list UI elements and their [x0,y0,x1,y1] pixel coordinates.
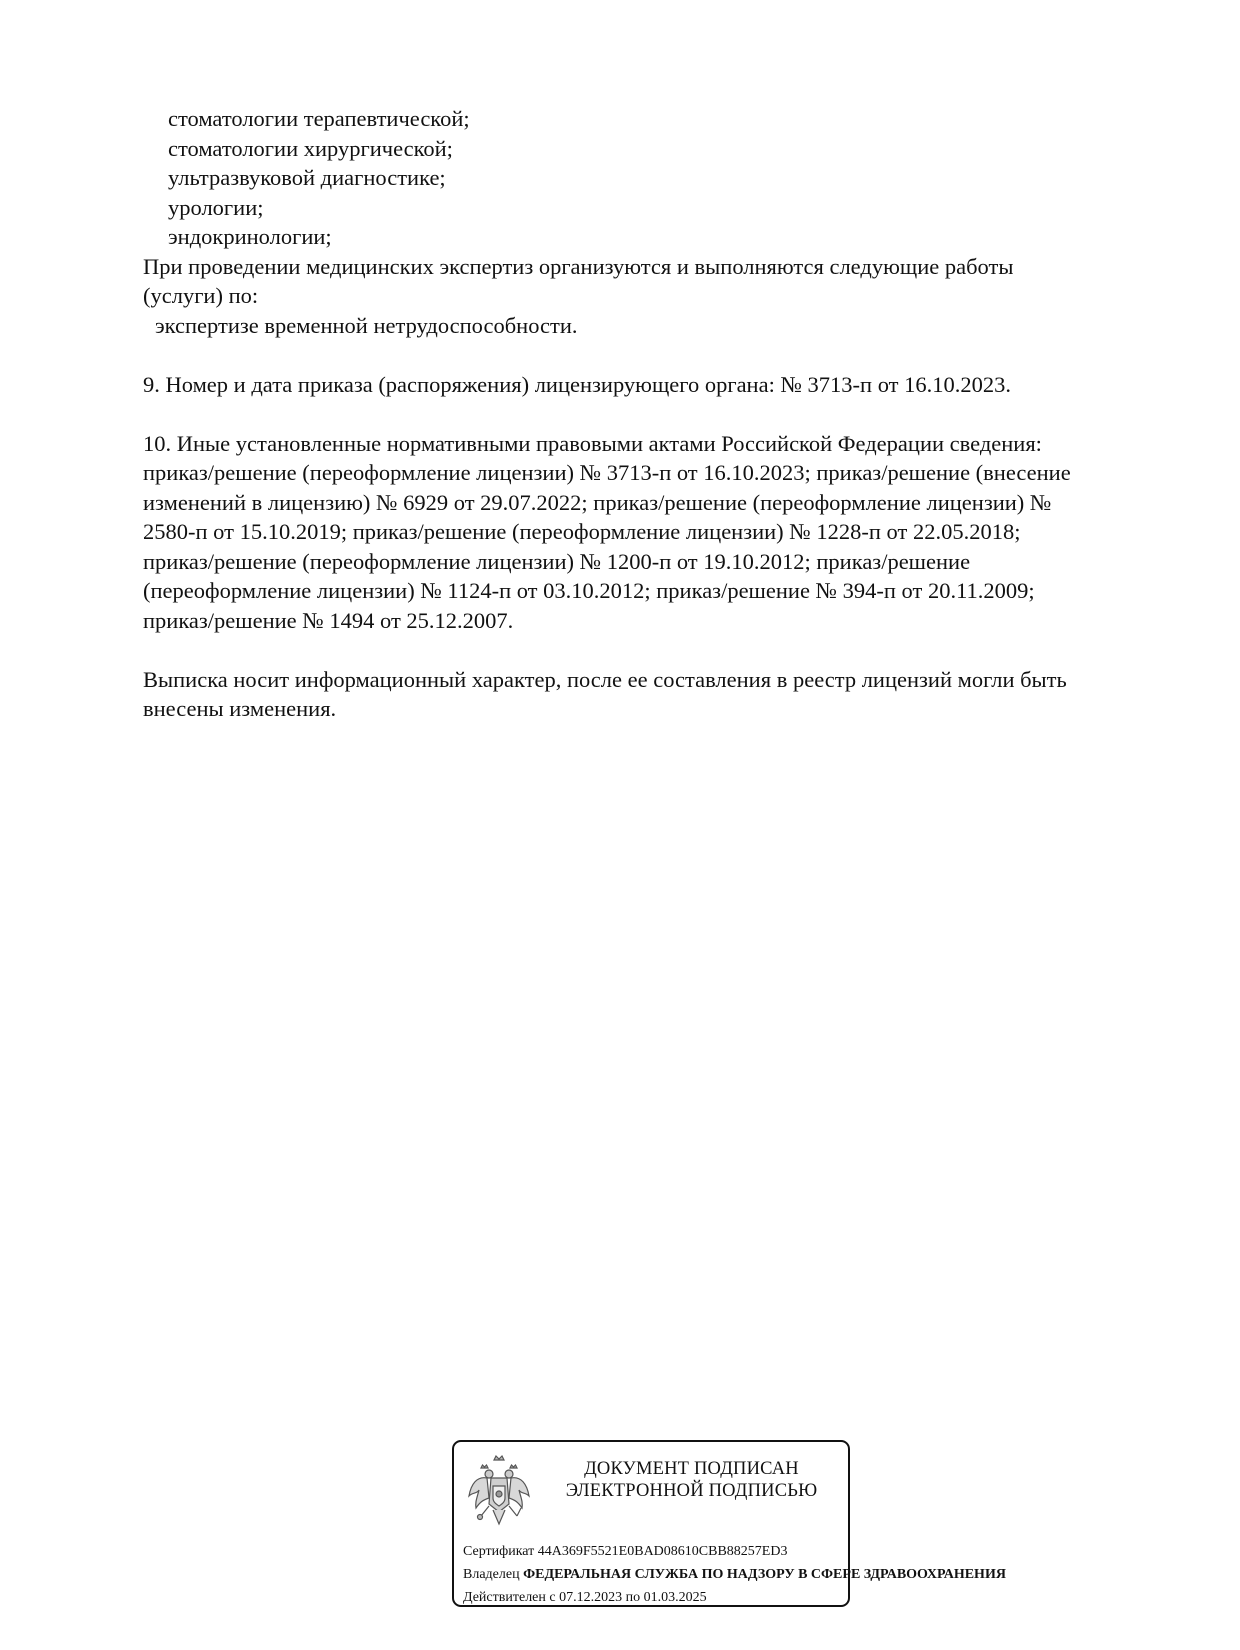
list-item: эндокринологии; [168,224,332,249]
list-item: стоматологии терапевтической; [168,106,470,131]
stamp-title-line: ЭЛЕКТРОННОЙ ПОДПИСЬЮ [565,1481,818,1501]
section-10-line: изменений в лицензию) № 6929 от 29.07.2022; приказ/решение (переоформление лицензии) № [143,489,1052,515]
certificate-row [463,1540,847,1563]
owner-row [463,1563,1006,1586]
spacer [143,399,1143,429]
section-10-line: 10. Иные установленные нормативными правовыми актами Российской Федерации сведения: [143,430,1042,456]
stamp-info [463,1540,1006,1609]
section-9: 9. Номер и дата приказа (распоряжения) лицензирующего органа: № 3713-п от 16.10.2023. [143,371,1011,397]
disclaimer-line: внесены изменения. [143,696,337,721]
section-10-line: приказ/решение (переоформление лицензии) № 1200-п от 19.10.2012; приказ/решение [143,548,971,574]
certificate-value: 44A369F5521E0BAD08610CBB88257ED3 [537,1544,788,1559]
disclaimer-line: Выписка носит информационный характер, после ее составления в реестр лицензий могли быть [143,666,1067,692]
section-10-line: приказ/решение № 1494 от 25.12.2007. [143,607,514,633]
owner-label: Владелец [463,1567,520,1582]
spacer [143,635,1143,665]
expertise-item: экспертизе временной нетрудоспособности. [155,312,578,338]
signature-stamp [452,1440,1006,1607]
list-item: стоматологии хирургической; [168,135,453,161]
stamp-title [544,1458,839,1502]
expertise-intro-cont: (услуги) по: [143,283,259,308]
list-item: урологии; [168,194,264,220]
certificate-label: Сертификат [463,1544,535,1559]
section-10-line: приказ/решение (переоформление лицензии) № 3713-п от 16.10.2023; приказ/решение (внесение [143,460,1071,485]
validity-row: Действителен с 07.12.2023 по 01.03.2025 [463,1590,707,1605]
coat-of-arms-icon [467,1454,531,1532]
document-body [143,104,1143,724]
stamp-title-line: ДОКУМЕНТ ПОДПИСАН [584,1459,799,1479]
section-10-line: 2580-п от 15.10.2019; приказ/решение (переоформление лицензии) № 1228-п от 22.05.2018; [143,519,1021,544]
section-10-line: (переоформление лицензии) № 1124-п от 03.10.2012; приказ/решение № 394-п от 20.11.2009; [143,578,1035,603]
expertise-intro: При проведении медицинских экспертиз организуются и выполняются следующие работы [143,253,1014,279]
spacer [143,340,1143,370]
owner-value: ФЕДЕРАЛЬНАЯ СЛУЖБА ПО НАДЗОРУ В СФЕРЕ ЗДРАВООХРАНЕНИЯ [523,1567,1006,1582]
list-item: ультразвуковой диагностике; [168,165,446,190]
